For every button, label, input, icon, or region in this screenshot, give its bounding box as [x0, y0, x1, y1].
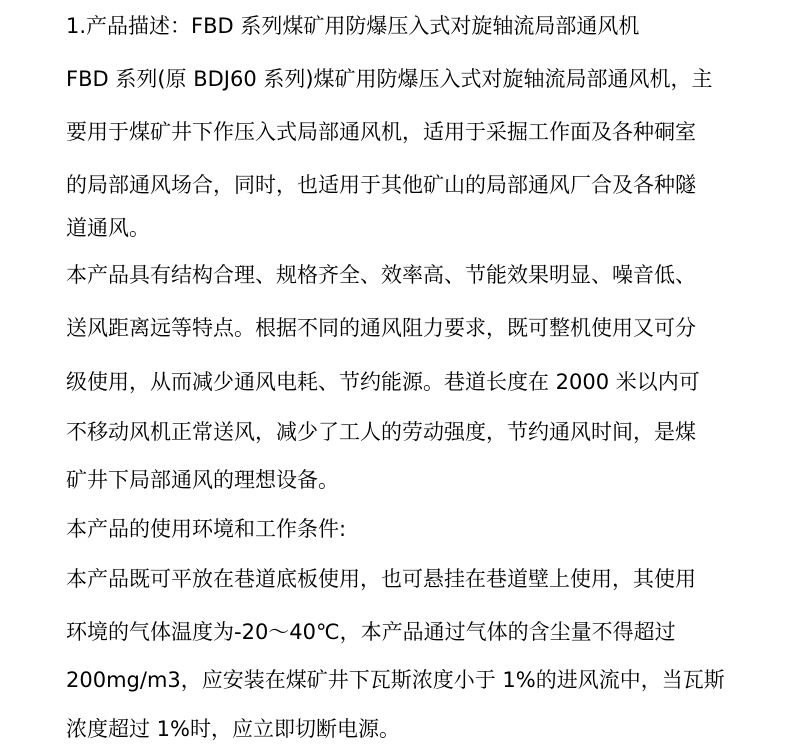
paragraph-line: 要用于煤矿井下作压入式局部通风机，适用于采掘工作面及各种硐室: [66, 120, 696, 144]
paragraph-line: 送风距离远等特点。根据不同的通风阻力要求，既可整机使用又可分: [66, 316, 696, 340]
paragraph-line: 不移动风机正常送风，减少了工人的劳动强度，节约通风时间，是煤: [66, 420, 696, 444]
paragraph-line: 200mg/m3，应安装在煤矿井下瓦斯浓度小于 1%的进风流中，当瓦斯: [66, 668, 725, 692]
paragraph-line: 环境的气体温度为-20～40℃，本产品通过气体的含尘量不得超过: [66, 620, 676, 644]
paragraph-line: 的局部通风场合，同时，也适用于其他矿山的局部通风厂合及各种隧: [66, 173, 696, 197]
paragraph-line: 道通风。: [66, 216, 150, 240]
paragraph-line: 矿井下局部通风的理想设备。: [66, 468, 339, 492]
subsection-heading: 本产品的使用环境和工作条件:: [66, 517, 347, 541]
paragraph-line: 本产品具有结构合理、规格齐全、效率高、节能效果明显、噪音低、: [66, 263, 696, 287]
section-heading: 1.产品描述：FBD 系列煤矿用防爆压入式对旋轴流局部通风机: [66, 14, 640, 38]
paragraph-line: FBD 系列(原 BDJ60 系列)煤矿用防爆压入式对旋轴流局部通风机，主: [66, 67, 713, 91]
paragraph-line: 浓度超过 1%时，应立即切断电源。: [66, 717, 400, 741]
paragraph-line: 本产品既可平放在巷道底板使用，也可悬挂在巷道壁上使用，其使用: [66, 567, 696, 591]
paragraph-line: 级使用，从而减少通风电耗、节约能源。巷道长度在 2000 米以内可: [66, 370, 700, 394]
